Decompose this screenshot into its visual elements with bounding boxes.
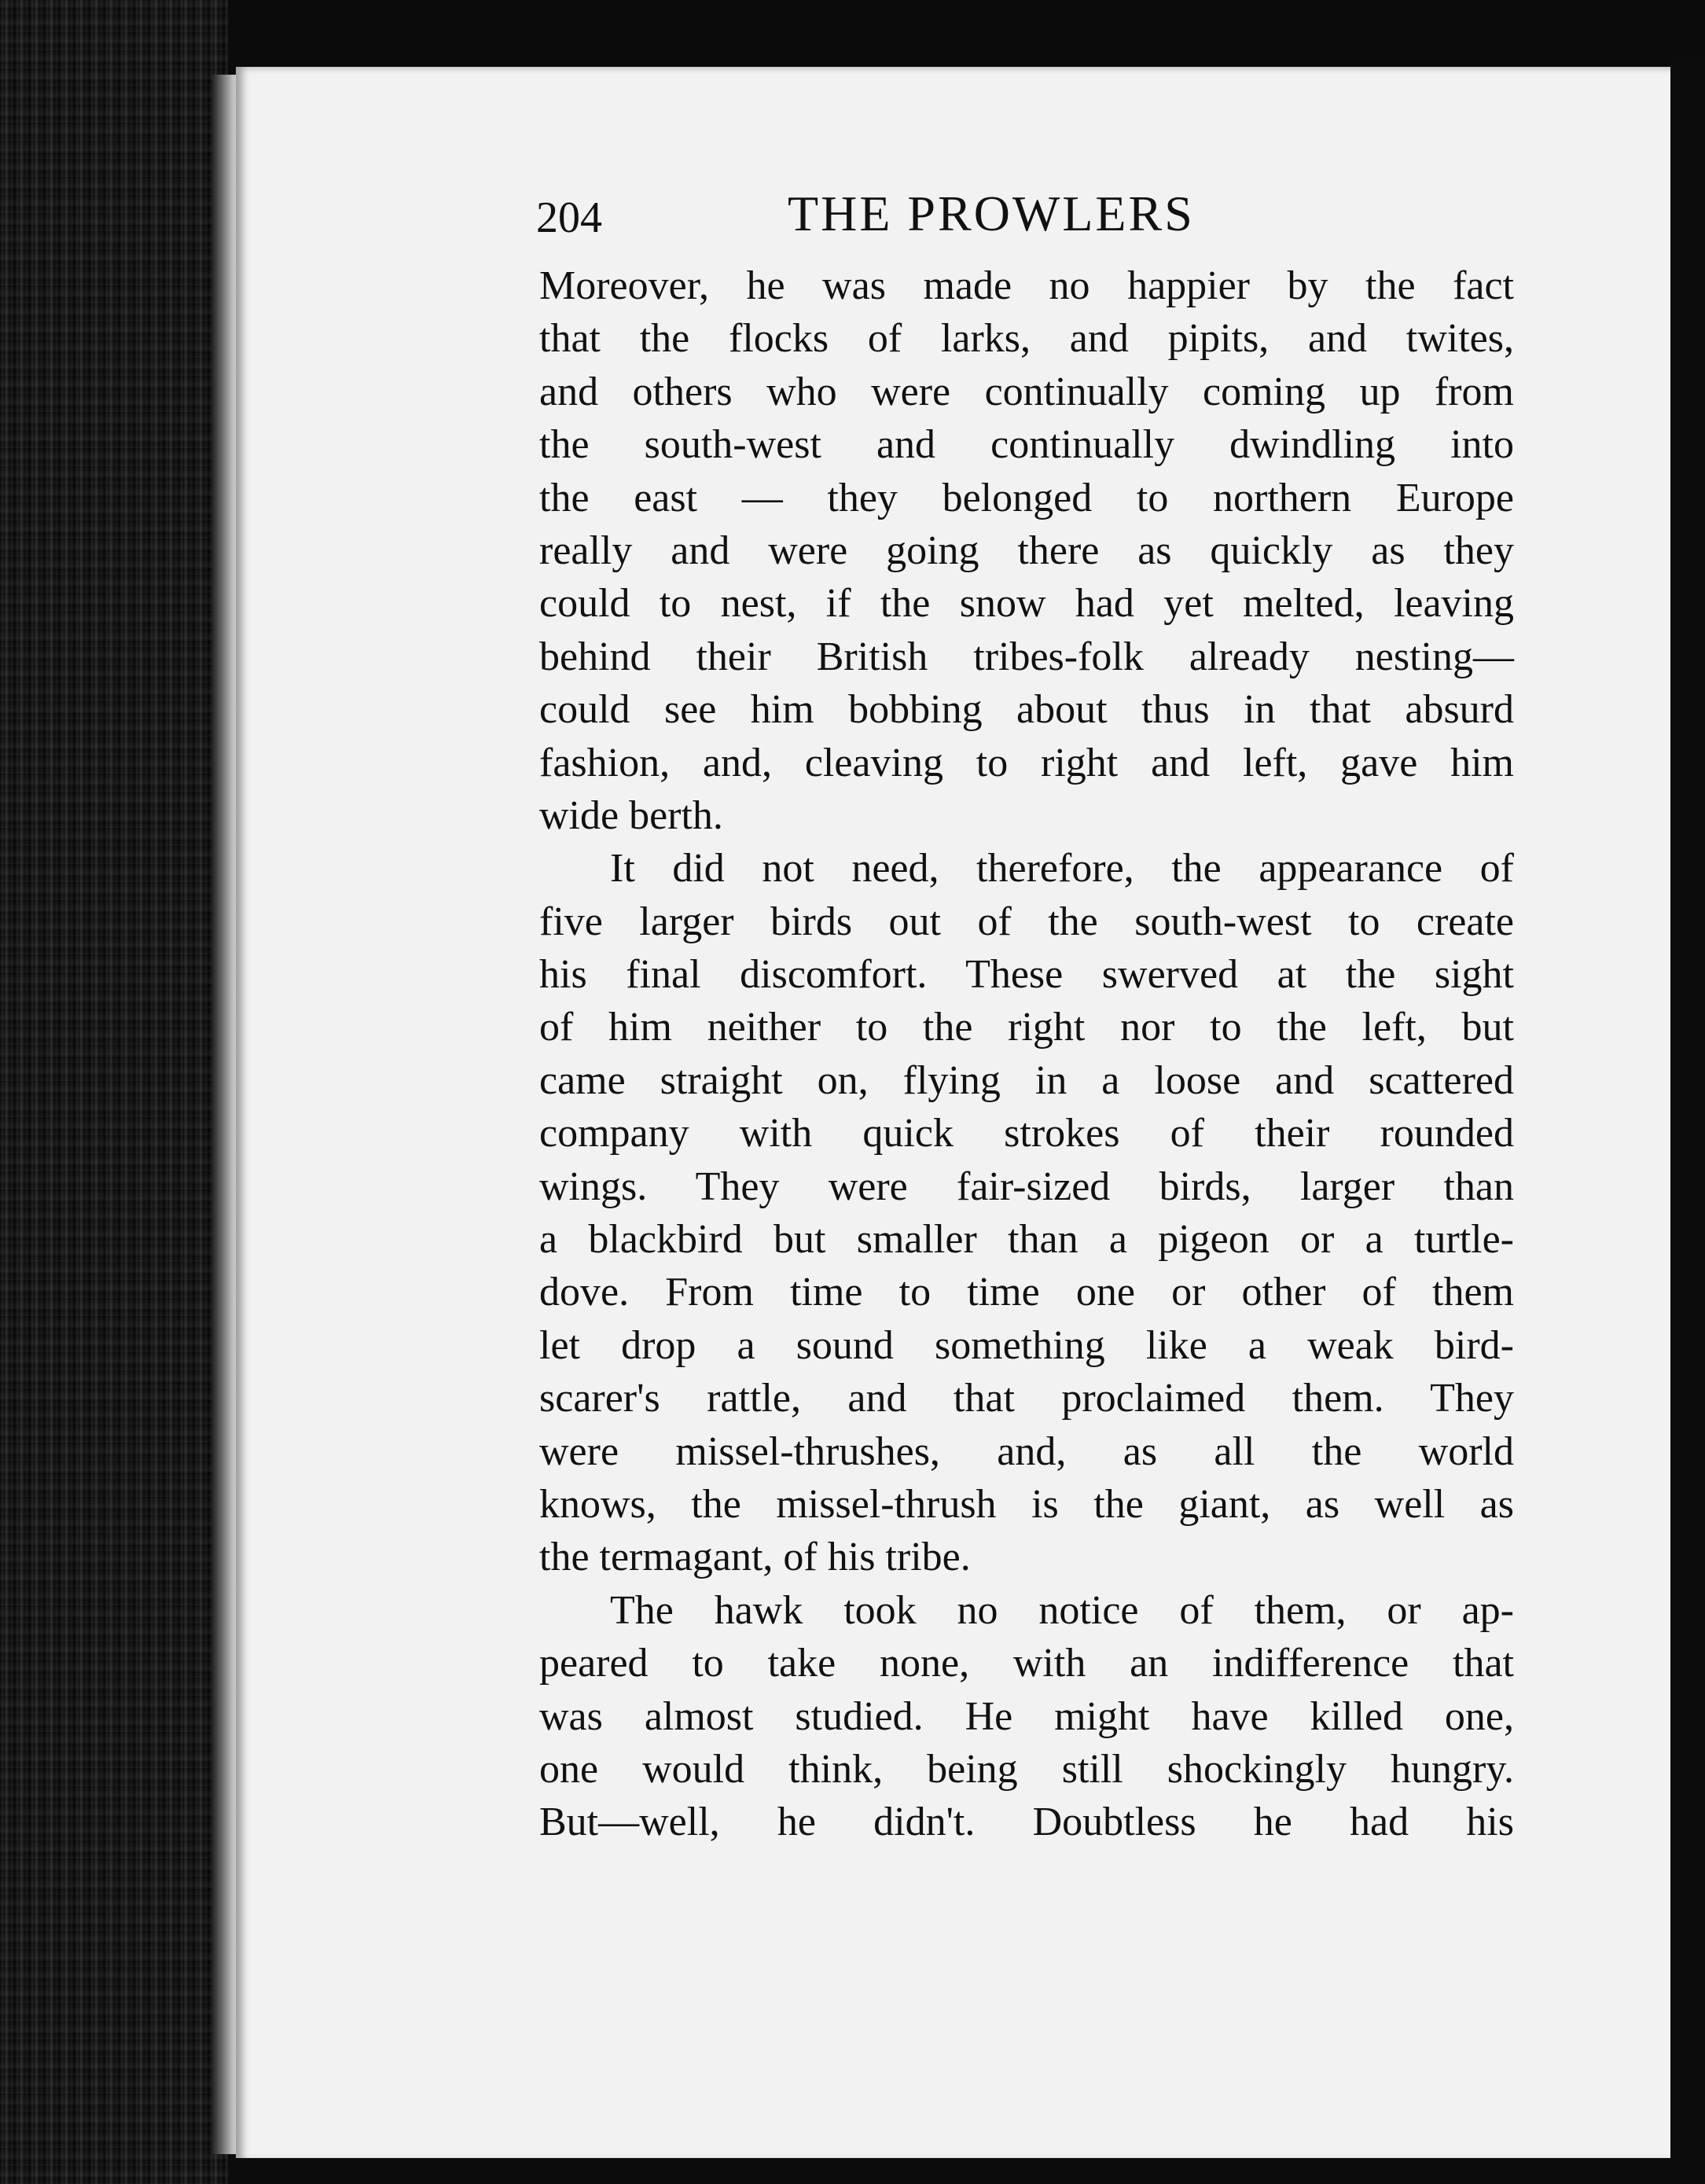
text-line: five larger birds out of the south-west to create	[539, 899, 1514, 944]
running-head	[536, 185, 1259, 256]
text-line: But—well, he didn't. Doubtless he had his	[539, 1800, 1514, 1845]
text-line: scarer's rattle, and that proclaimed them. They	[539, 1376, 1514, 1421]
text-line: company with quick strokes of their rounded	[539, 1111, 1514, 1156]
text-line: came straight on, flying in a loose and scattered	[539, 1057, 1514, 1103]
text-line: The hawk took no notice of them, or ap-	[610, 1587, 1514, 1633]
text-line: of him neither to the right nor to the left, but	[539, 1005, 1514, 1050]
text-line: the termagant, of his tribe.	[539, 1535, 971, 1580]
spine-texture	[0, 0, 228, 2184]
text-line: his final discomfort. These swerved at the sight	[539, 952, 1514, 998]
text-line: behind their British tribes-folk already nesting—	[539, 634, 1514, 679]
text-line: the east — they belonged to northern Europe	[539, 475, 1514, 520]
text-line: wide berth.	[539, 792, 723, 838]
text-line: let drop a sound something like a weak bird-	[539, 1322, 1514, 1368]
text-line: fashion, and, cleaving to right and left, gave him	[539, 740, 1514, 785]
text-line: were missel-thrushes, and, as all the world	[539, 1428, 1514, 1474]
text-line: peared to take none, with an indifference that	[539, 1641, 1514, 1686]
text-line: was almost studied. He might have killed one,	[539, 1693, 1514, 1739]
text-line: a blackbird but smaller than a pigeon or a turtle-	[539, 1217, 1514, 1263]
text-line: could see him bobbing about thus in that absurd	[539, 687, 1514, 733]
text-line: that the flocks of larks, and pipits, and twites,	[539, 316, 1514, 362]
scan-border-right	[1670, 55, 1705, 2184]
text-line: dove. From time to time one or other of them	[539, 1270, 1514, 1315]
body-text	[539, 259, 1514, 1849]
text-line: and others who were continually coming up from	[539, 369, 1514, 414]
text-line: could to nest, if the snow had yet melted, leaving	[539, 581, 1514, 627]
text-line: It did not need, therefore, the appearance of	[610, 846, 1514, 892]
text-line: the south-west and continually dwindling into	[539, 422, 1514, 468]
text-line: wings. They were fair-sized birds, larger than	[539, 1164, 1514, 1209]
text-line: really and were going there as quickly as they	[539, 528, 1514, 573]
text-line: knows, the missel-thrush is the giant, as well as	[539, 1481, 1514, 1527]
text-line: Moreover, he was made no happier by the fact	[539, 263, 1514, 308]
scan-border-bottom	[228, 2158, 1705, 2184]
page-number: 204	[536, 193, 602, 242]
running-title: THE PROWLERS	[788, 186, 1195, 241]
text-line: one would think, being still shockingly hungry.	[539, 1746, 1514, 1792]
